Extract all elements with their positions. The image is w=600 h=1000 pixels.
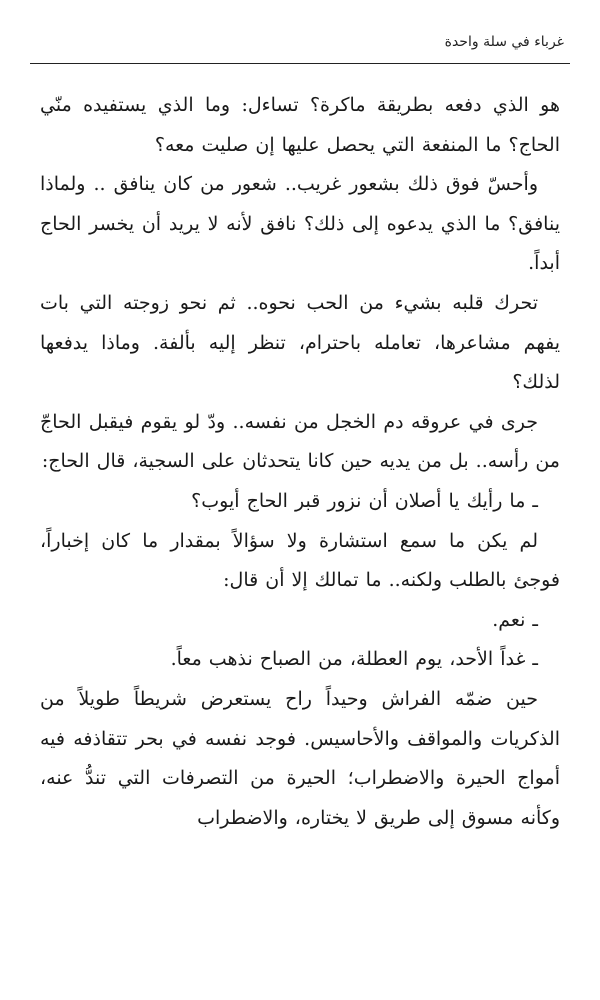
running-header-title: غرباء في سلة واحدة — [444, 34, 564, 50]
header-divider — [30, 63, 570, 64]
paragraph: هو الذي دفعه بطريقة ماكرة؟ تساءل: وما الذي يستفيده منّي الحاج؟ ما المنفعة التي يحصل عليها إن صليت معه؟ — [40, 94, 560, 156]
paragraph: تحرك قلبه بشيء من الحب نحوه.. ثم نحو زوجته التي بات يفهم مشاعرها، تعامله باحترام، تنظر إليه بألفة. وماذا يدفعها لذلك؟ — [40, 291, 560, 394]
dialogue-line: ـ غداً الأحد، يوم العطلة، من الصباح نذهب معاً. — [170, 648, 538, 671]
body-text — [40, 86, 560, 838]
paragraph: حين ضمّه الفراش وحيداً راح يستعرض شريطاً طويلاً من الذكريات والمواقف والأحاسيس. فوجد نفسه في بحر تتقاذفه فيه أمواج الحيرة والاضطراب؛ الحيرة من التصرفات التي تندُّ عنه، وكأنه مسوق إلى طريق لا يختاره، والاضطراب — [40, 687, 560, 829]
paragraph: وأحسّ فوق ذلك بشعور غريب.. شعور من كان ينافق .. ولماذا ينافق؟ ما الذي يدعوه إلى ذلك؟ نافق لأنه لا يريد أن يخسر الحاج أبداً. — [40, 173, 560, 275]
paragraph: لم يكن ما سمع استشارة ولا سؤالاً بمقدار ما كان إخباراً، فوجئ بالطلب ولكنه.. ما تمالك إلا أن قال: — [40, 529, 560, 592]
paragraph: جرى في عروقه دم الخجل من نفسه.. ودّ لو يقوم فيقبل الحاجّ من رأسه.. بل من يديه حين كانا يتحدثان على السجية، قال الحاج: — [40, 410, 560, 473]
dialogue-line: ـ ما رأيك يا أصلان أن نزور قبر الحاج أيوب؟ — [191, 489, 538, 512]
dialogue-line: ـ نعم. — [492, 608, 538, 631]
